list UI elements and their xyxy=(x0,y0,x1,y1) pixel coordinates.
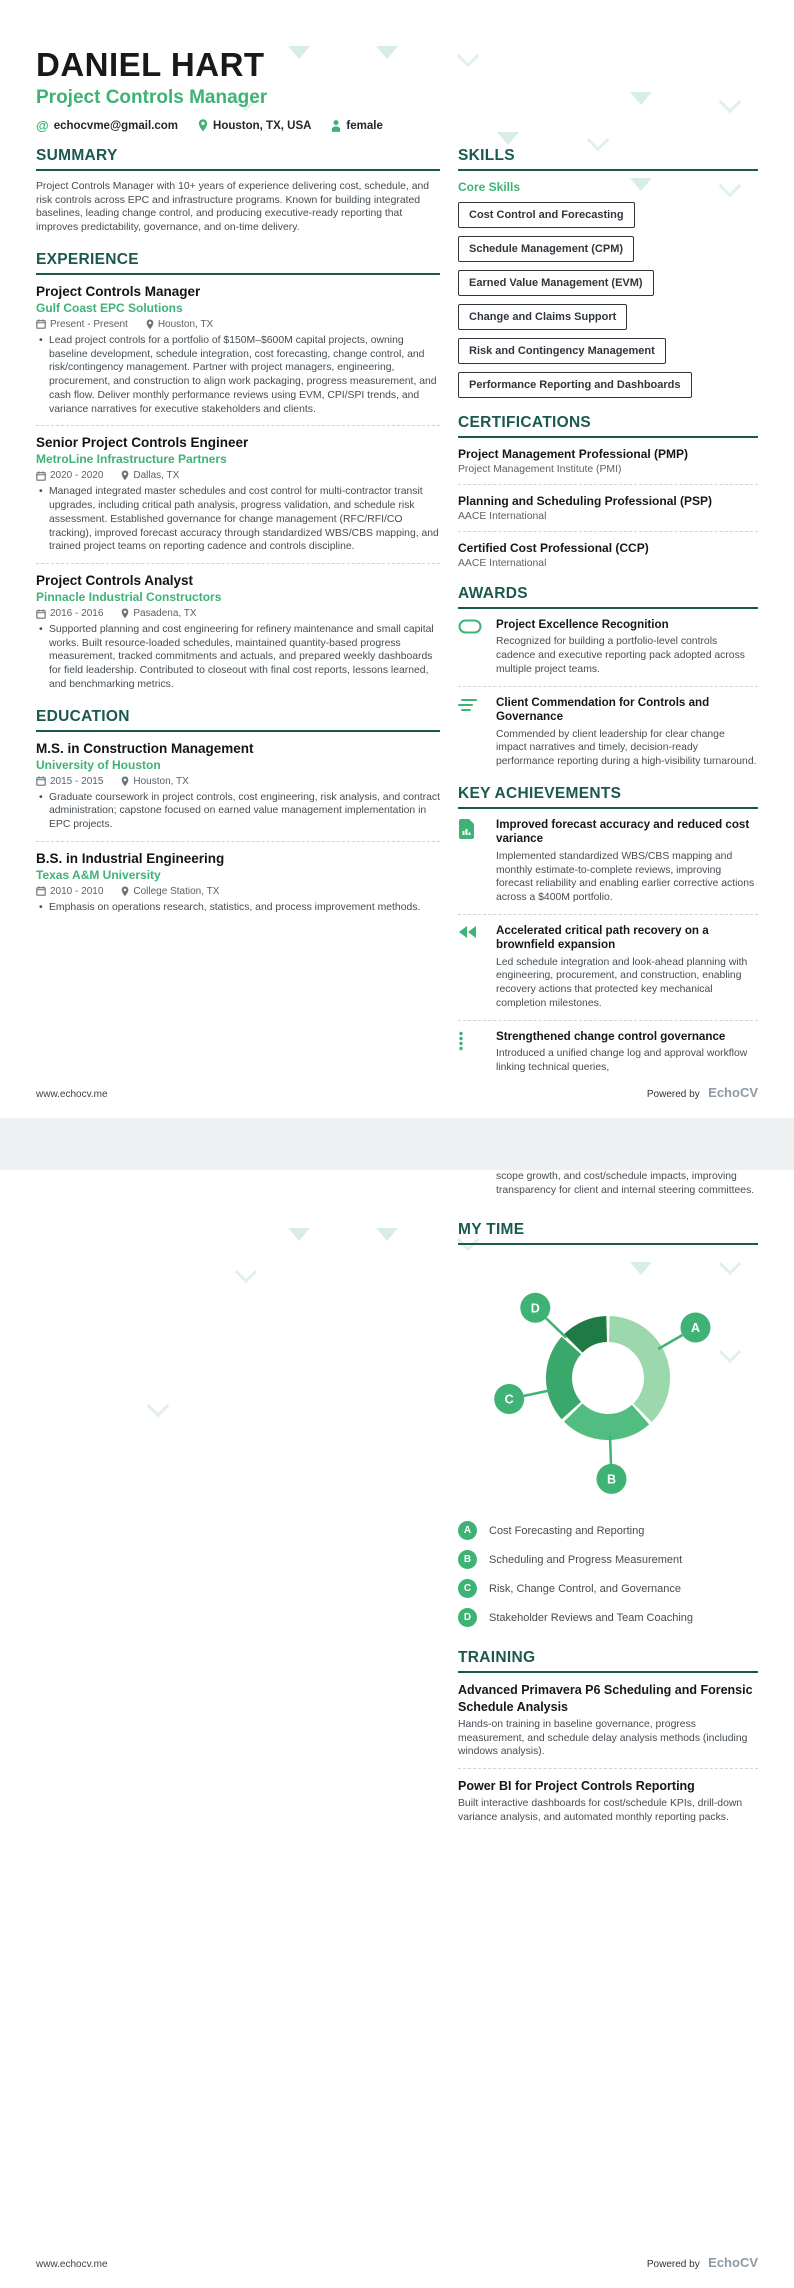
company-name: Pinnacle Industrial Constructors xyxy=(36,590,222,605)
job-bullet: • Supported planning and cost engineering for refinery maintenance and small capital works. Built resource-loaded schedules, maintained quantity-based progress measurement, tracked commitments and actuals, and prepared weekly dashboards for field leadership. Contributed to closeout with final cost reports, lessons learned, and benchmarking metrics. xyxy=(49,623,440,692)
job-title: Senior Project Controls Engineer xyxy=(36,435,249,451)
svg-text:C: C xyxy=(504,1392,514,1407)
achievement-desc: Led schedule integration and look-ahead planning with engineering, procurement, and construction, enabling recovery actions that protected key mechanical completion milestones. xyxy=(496,956,748,1009)
job-bullet: • Lead project controls for a portfolio of $150M–$600M capital projects, owning baseline development, schedule integration, cost forecasting, change control, and risk/contingency management. Partner with project managers, engineering, procurement, and construction to align work packaging, progress measurement, and cash flow. Deliver monthly performance reviews using EVM, CPI/SPI trends, and variance narratives for executive stakeholders and clients. xyxy=(49,334,440,416)
award-desc: Commended by client leadership for clear change impact narratives and timely, decision-ready performance reporting during a high-visibility turnaround. xyxy=(496,728,757,768)
section-my-time xyxy=(458,1221,758,1627)
training-title: Advanced Primavera P6 Scheduling and Forensic Schedule Analysis xyxy=(458,1683,753,1714)
achievement-title: Strengthened change control governance xyxy=(496,1029,726,1043)
section-education xyxy=(36,707,440,913)
certifications-heading: CERTIFICATIONS xyxy=(458,414,758,438)
education-dates: 2015 - 2015 xyxy=(36,776,103,787)
right-column xyxy=(458,147,758,1075)
experience-entry xyxy=(36,435,440,554)
calendar-icon xyxy=(36,609,46,619)
rewind-icon xyxy=(458,924,484,1011)
award-entry xyxy=(458,618,758,677)
legend-item xyxy=(458,1608,758,1627)
my-time-heading: MY TIME xyxy=(458,1221,758,1245)
time-allocation-donut-chart xyxy=(458,1254,758,1511)
echocv-logo: EchoCV xyxy=(708,1085,758,1100)
svg-text:B: B xyxy=(606,1472,617,1487)
job-title: Project Controls Analyst xyxy=(36,573,194,589)
training-title: Power BI for Project Controls Reporting xyxy=(458,1779,695,1794)
calendar-icon xyxy=(36,319,46,329)
awards-heading: AWARDS xyxy=(458,585,758,609)
dashed-separator xyxy=(458,686,758,687)
legend-key-d: D xyxy=(458,1608,477,1627)
legend-key-a: A xyxy=(458,1521,477,1540)
award-entry xyxy=(458,696,758,769)
dashed-separator xyxy=(36,425,440,426)
location-pin-icon xyxy=(121,608,129,619)
donut-chart-svg xyxy=(458,1254,758,1506)
contact-row xyxy=(36,118,758,133)
school-name: Texas A&M University xyxy=(36,867,161,882)
certification-name: Certified Cost Professional (CCP) xyxy=(458,541,649,555)
experience-heading: EXPERIENCE xyxy=(36,251,440,275)
achievement-title: Improved forecast accuracy and reduced cost variance xyxy=(496,817,750,846)
job-dates: 2016 - 2016 xyxy=(36,608,103,619)
skills-group-label: Core Skills xyxy=(458,180,521,194)
legend-label: Risk, Change Control, and Governance xyxy=(489,1582,681,1595)
certification-entry xyxy=(458,541,758,569)
degree-title: M.S. in Construction Management xyxy=(36,740,254,756)
certification-name: Project Management Professional (PMP) xyxy=(458,447,689,461)
award-title: Project Excellence Recognition xyxy=(496,618,669,631)
page-clipped-text xyxy=(36,901,440,913)
skills-heading: SKILLS xyxy=(458,147,758,171)
certification-issuer: AACE International xyxy=(458,558,547,569)
right-column xyxy=(458,1170,758,1825)
section-skills xyxy=(458,147,758,398)
section-summary xyxy=(36,147,440,235)
skill-chip: Earned Value Management (EVM) xyxy=(458,270,654,296)
achievement-entry xyxy=(458,924,758,1011)
achievements-heading: KEY ACHIEVEMENTS xyxy=(458,785,758,809)
section-certifications xyxy=(458,414,758,569)
legend-item xyxy=(458,1579,758,1598)
training-entry xyxy=(458,1682,758,1759)
experience-entry xyxy=(36,284,440,416)
calendar-icon xyxy=(36,776,46,786)
footer-powered: Powered by EchoCV xyxy=(646,1085,758,1100)
location-pin-icon xyxy=(121,886,129,897)
section-training xyxy=(458,1649,758,1824)
job-dates: 2020 - 2020 xyxy=(36,470,103,481)
legend-item xyxy=(458,1550,758,1569)
location-pin-icon xyxy=(121,776,129,787)
achievement-desc: Implemented standardized WBS/CBS mapping and monthly estimate-to-complete reviews, improving forecast reliability and enabling earlier corrective actions across a $400M portfolio. xyxy=(496,850,755,904)
footer-powered: Powered by EchoCV xyxy=(646,2255,758,2270)
skill-chip: Change and Claims Support xyxy=(458,304,627,330)
section-experience xyxy=(36,251,440,692)
degree-title: B.S. in Industrial Engineering xyxy=(36,850,225,866)
education-heading: EDUCATION xyxy=(36,708,440,732)
certification-entry xyxy=(458,447,758,475)
legend-label: Cost Forecasting and Reporting xyxy=(489,1524,645,1537)
award-title: Client Commendation for Controls and Governance xyxy=(496,695,710,724)
contact-location: Houston, TX, USA xyxy=(198,119,311,132)
certification-issuer: Project Management Institute (PMI) xyxy=(458,464,622,475)
candidate-title: Project Controls Manager xyxy=(36,87,268,108)
legend-key-b: B xyxy=(458,1550,477,1569)
education-bullet: • Graduate coursework in project controls, cost engineering, risk analysis, and contract administration; capstone focused on earned value management implementation in EPC projects. xyxy=(49,791,440,832)
svg-text:D: D xyxy=(530,1301,540,1316)
legend-key-c: C xyxy=(458,1579,477,1598)
dashed-separator xyxy=(36,841,440,842)
award-desc: Recognized for building a portfolio-level controls cadence and executive reporting pack adopted across multiple project teams. xyxy=(496,636,745,675)
person-icon xyxy=(331,120,341,132)
footer-url: www.echocv.me xyxy=(36,1089,108,1100)
candidate-name: DANIEL HART xyxy=(36,46,265,83)
dashed-separator xyxy=(458,914,758,915)
education-location: College Station, TX xyxy=(121,886,219,897)
summary-text: Project Controls Manager with 10+ years of experience delivering cost, schedule, and risk controls across EPC and infrastructure programs. Known for building integrated baselines, leading change control, and producing executive-ready reporting that improves predictability, governance, and on-time delivery. xyxy=(36,181,430,234)
calendar-icon xyxy=(36,886,46,896)
contact-email: @ echocvme@gmail.com xyxy=(36,118,179,133)
page-footer xyxy=(36,1084,758,1102)
education-location: Houston, TX xyxy=(121,776,188,787)
job-location: Dallas, TX xyxy=(121,470,179,481)
training-desc: Built interactive dashboards for cost/schedule KPIs, drill-down variance analysis, and automated monthly reporting packs. xyxy=(458,1798,743,1824)
resume-page-1 xyxy=(0,0,794,1118)
dashed-separator xyxy=(36,563,440,564)
left-column xyxy=(36,1170,440,1825)
company-name: Gulf Coast EPC Solutions xyxy=(36,300,183,315)
achievement-entry xyxy=(458,818,758,905)
list-lines-icon xyxy=(458,696,484,769)
dashed-separator xyxy=(458,1020,758,1021)
achievement-desc-part2: scope growth, and cost/schedule impacts, improving transparency for client and internal steering committees. xyxy=(496,1171,755,1196)
echocv-logo: EchoCV xyxy=(708,2255,758,2270)
dashed-separator xyxy=(458,531,758,532)
email-icon: @ xyxy=(36,118,49,133)
education-entry xyxy=(36,850,440,913)
resume-header xyxy=(0,0,794,133)
job-title: Project Controls Manager xyxy=(36,283,201,299)
certification-issuer: AACE International xyxy=(458,511,547,522)
skill-chip: Performance Reporting and Dashboards xyxy=(458,372,692,398)
section-key-achievements xyxy=(458,785,758,1075)
legend-label: Stakeholder Reviews and Team Coaching xyxy=(489,1611,694,1624)
legend-item xyxy=(458,1521,758,1540)
education-bullet: • Emphasis on operations research, statistics, and process improvement methods. xyxy=(49,901,440,915)
resume-page-2 xyxy=(0,1170,794,2288)
skill-chip: Schedule Management (CPM) xyxy=(458,236,634,262)
achievement-desc-part1: Introduced a unified change log and approval workflow linking technical queries, xyxy=(496,1048,748,1073)
location-pin-icon xyxy=(146,319,154,330)
achievement-entry xyxy=(458,1030,758,1075)
dashed-separator xyxy=(458,484,758,485)
dashed-separator xyxy=(458,1768,758,1769)
svg-text:A: A xyxy=(690,1321,701,1336)
left-column xyxy=(36,147,440,1075)
job-bullet: • Managed integrated master schedules and cost control for multi-contractor transit upgrades, including critical path analysis, progress validation, and schedule risk assessment. Established governance for change management (RFC/RFI/CO tracking), improved forecast accuracy through standardized WBS/CBS mapping, and trained project teams on reporting cadence and controls discipline. xyxy=(49,485,440,554)
dots-vertical-icon xyxy=(458,1030,484,1075)
location-pin-icon xyxy=(121,470,129,481)
page-footer xyxy=(36,2254,758,2272)
contact-gender: female xyxy=(331,120,382,132)
job-location: Houston, TX xyxy=(146,319,213,330)
company-name: MetroLine Infrastructure Partners xyxy=(36,452,227,467)
footer-url: www.echocv.me xyxy=(36,2259,108,2270)
achievement-title: Accelerated critical path recovery on a brownfield expansion xyxy=(496,923,709,952)
summary-heading: SUMMARY xyxy=(36,147,440,171)
experience-entry xyxy=(36,573,440,692)
school-name: University of Houston xyxy=(36,757,161,772)
certification-entry xyxy=(458,494,758,522)
skill-chip: Cost Control and Forecasting xyxy=(458,202,635,228)
section-awards xyxy=(458,585,758,769)
education-dates: 2010 - 2010 xyxy=(36,886,103,897)
certification-name: Planning and Scheduling Professional (PSP) xyxy=(458,494,713,508)
decor-triangle xyxy=(497,132,519,145)
training-desc: Hands-on training in baseline governance, progress measurement, and schedule delay analysis methods (including windows analysis). xyxy=(458,1718,748,1758)
doc-chart-icon xyxy=(458,818,484,905)
donut-legend xyxy=(458,1521,758,1627)
training-heading: TRAINING xyxy=(458,1649,758,1673)
job-location: Pasadena, TX xyxy=(121,608,196,619)
education-entry xyxy=(36,741,440,832)
legend-label: Scheduling and Progress Measurement xyxy=(489,1553,683,1566)
skill-chip: Risk and Contingency Management xyxy=(458,338,666,364)
training-entry xyxy=(458,1778,758,1825)
job-dates: Present - Present xyxy=(36,319,128,330)
location-pin-icon xyxy=(198,119,208,132)
calendar-icon xyxy=(36,471,46,481)
badge-outline-icon xyxy=(458,618,484,677)
